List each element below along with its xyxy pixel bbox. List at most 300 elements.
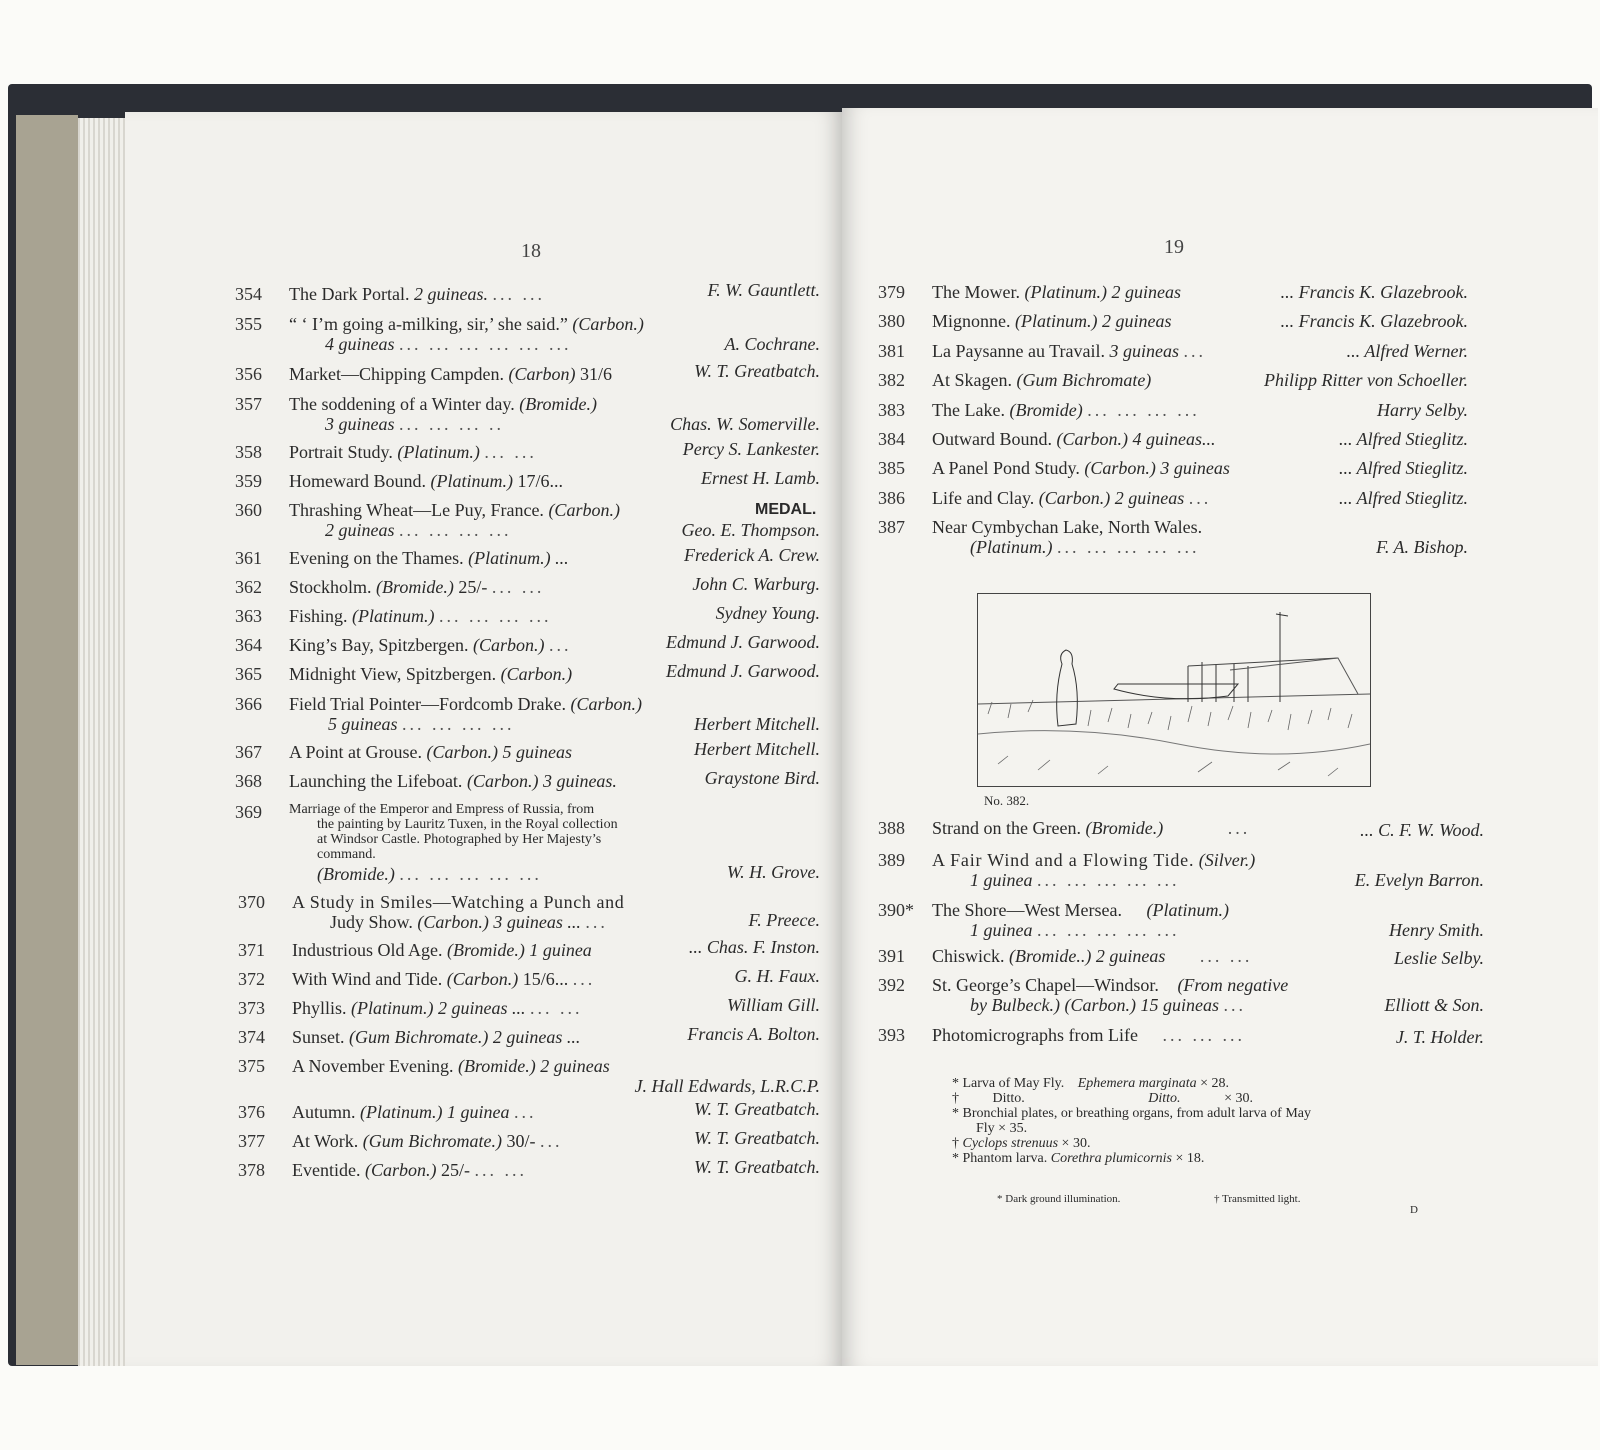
entry-text (289, 771, 617, 791)
entry-title: A Fair Wind and a Flowing Tide. (932, 850, 1195, 870)
entry-title: Homeward Bound. (289, 471, 426, 491)
page-number-right: 19 (1164, 236, 1184, 258)
entry-number: 368 (235, 771, 262, 791)
entry-price: 2 guineas (1114, 488, 1185, 508)
entry-artist: Sydney Young. (715, 603, 820, 623)
entry-text (292, 1131, 563, 1151)
entry-artist: ... Alfred Werner. (1346, 341, 1468, 361)
entry-title-block (289, 802, 618, 862)
entry-price: 2 guineas (1111, 282, 1181, 302)
entry-number: 381 (878, 341, 905, 361)
entry-price: 3 guineas (1109, 341, 1179, 361)
entry-title: A Point at Grouse. (289, 742, 422, 762)
entry-price: 15 guineas (1140, 995, 1219, 1015)
entry-text (289, 364, 612, 384)
note-text: Ditto. (992, 1091, 1025, 1106)
entry-title: A Study in Smiles—Watching a Punch and (292, 892, 625, 912)
entry-number: 372 (238, 969, 265, 989)
entry-price: 2 guineas. (413, 284, 488, 304)
entry-artist: Herbert Mitchell. (694, 714, 820, 734)
entry-price: 1 guinea (447, 1102, 510, 1122)
entry-process: (Bromide.) (447, 940, 525, 960)
entry-text (932, 370, 1151, 390)
leaders: ... (548, 635, 572, 655)
entry-text (289, 394, 597, 414)
leaders: ... (1223, 995, 1246, 1015)
entry-process: (Platinum.) (1146, 900, 1229, 920)
entry-text (932, 900, 1229, 920)
entry-text (932, 400, 1200, 420)
entry-number: 360 (235, 500, 262, 520)
entry-process-2: by Bulbeck.) (970, 995, 1060, 1015)
entry-artist: J. T. Holder. (1395, 1027, 1484, 1047)
entry-title: The Mower. (932, 282, 1020, 302)
entry-artist: Frederick A. Crew. (684, 545, 820, 565)
leaders: ... ... ... ... ... (1057, 537, 1200, 557)
entry-process: (Bromide) (1009, 400, 1083, 420)
entry-process: (Carbon.) (472, 635, 545, 655)
entry-artist: Graystone Bird. (704, 768, 820, 788)
entry-text (292, 1056, 610, 1076)
entry-text (289, 471, 563, 491)
entry-title: The soddening of a Winter day. (289, 394, 515, 414)
entry-process: (Gum Bichromate) (1016, 370, 1152, 390)
entry-artist: Herbert Mitchell. (694, 739, 820, 759)
leaders: ... (585, 912, 608, 932)
leaders: ... (1183, 341, 1206, 361)
leaders: ... ... ... ... (439, 606, 552, 626)
entry-text (289, 577, 544, 597)
entry-process: (Platinum.) (352, 606, 435, 626)
entry-text-2 (325, 334, 572, 354)
note-latin: Ephemera marginata (1077, 1076, 1197, 1091)
entry-process: (Platinum.) (1024, 282, 1107, 302)
entry-title: Fishing. (289, 606, 348, 626)
entry-artist: Geo. E. Thompson. (681, 520, 820, 540)
entry-artist: W. T. Greatbatch. (694, 361, 820, 381)
entry-artist: Edmund J. Garwood. (666, 632, 820, 652)
entry-title: Sunset. (292, 1027, 345, 1047)
entry-process: (Carbon.) (466, 771, 539, 791)
entry-price: 30/- (506, 1131, 536, 1151)
entry-title: Phyllis. (292, 998, 347, 1018)
plate-illustration (977, 593, 1371, 787)
entry-artist: ... Alfred Stieglitz. (1339, 458, 1468, 478)
entry-number: 358 (235, 442, 262, 462)
entry-process: (From negative (1177, 975, 1289, 995)
entry-text (932, 282, 1181, 302)
entry-text (932, 429, 1216, 449)
entry-text (289, 664, 572, 684)
leaders: ... ... ... ... ... (1037, 870, 1180, 890)
entry-title: Portrait Study. (289, 442, 393, 462)
entry-price: 2 guineas ... (438, 998, 526, 1018)
leaders: ... ... (530, 998, 583, 1018)
entry-text (289, 635, 571, 655)
entry-process: (Bromide.) (1085, 818, 1164, 838)
entry-process: (Carbon.) (570, 694, 642, 714)
entry-text-2 (325, 520, 512, 540)
note-text: Phantom larva. (962, 1151, 1048, 1166)
entry-title: With Wind and Tide. (292, 969, 443, 989)
entry-price: 2 guineas (325, 520, 395, 540)
entry-title: A November Evening. (292, 1056, 454, 1076)
entry-process: (Platinum.) (970, 537, 1053, 557)
entry-title: Near Cymbychan Lake, North Wales. (932, 517, 1203, 537)
entry-title: “ ‘ I’m going a-milking, sir,’ she said.” (289, 314, 568, 334)
leaders: ... ... ... (1162, 1025, 1245, 1045)
entry-number: 363 (235, 606, 262, 626)
entry-title: Stockholm. (289, 577, 372, 597)
entry-artist: G. H. Faux. (734, 966, 820, 986)
entry-text-2 (317, 864, 542, 884)
background-strip (0, 1366, 1600, 1450)
entry-process: (Bromide.) (457, 1056, 536, 1076)
entry-price: 5 guineas (328, 714, 398, 734)
entry-number: 377 (238, 1131, 265, 1151)
entry-number: 378 (238, 1160, 265, 1180)
entry-text (289, 442, 537, 462)
entry-text-2 (970, 920, 1180, 940)
entry-process: (Platinum.) (430, 471, 513, 491)
note-mult: × 30. (1061, 1136, 1091, 1151)
entry-title-line: at Windsor Castle. Photographed by Her Majesty’s (317, 832, 602, 847)
entry-artist: ... Francis K. Glazebrook. (1280, 311, 1468, 331)
entry-title: At Skagen. (932, 370, 1012, 390)
leaders: ... ... ... ... (402, 714, 515, 734)
entry-artist: Francis A. Bolton. (687, 1024, 820, 1044)
entry-text (289, 606, 552, 626)
page-stack (78, 118, 128, 1366)
entry-artist: ... Francis K. Glazebrook. (1280, 282, 1468, 302)
note-mult: × 30. (1224, 1091, 1253, 1106)
entry-title: Evening on the Thames. (289, 548, 464, 568)
entry-number: 384 (878, 429, 905, 449)
entry-title: A Panel Pond Study. (932, 458, 1080, 478)
entry-text-2 (325, 414, 504, 434)
entry-text (292, 1160, 527, 1180)
entry-artist: F. W. Gauntlett. (707, 280, 820, 300)
entry-number: 379 (878, 282, 905, 302)
entry-number: 355 (235, 314, 262, 334)
entry-process: (Bromide.) (519, 394, 598, 414)
leaders: ... ... ... .. (399, 414, 504, 434)
leaders: ... (1188, 488, 1212, 508)
photomicrograph-notes (952, 1076, 1512, 1166)
entry-process: (Carbon.) (364, 1160, 437, 1180)
entry-process: (Platinum.) ... (468, 548, 569, 568)
entry-process: (Bromide..) (1009, 946, 1092, 966)
entry-price: 2 guineas (540, 1056, 610, 1076)
note-mark: * (952, 1151, 959, 1166)
note-line (952, 1151, 1512, 1166)
leaders: ... (1227, 818, 1251, 838)
medal-award: MEDAL. (755, 501, 817, 518)
entry-artist: Elliott & Son. (1384, 995, 1484, 1015)
entry-text (932, 341, 1206, 361)
entry-process: (Carbon) (508, 364, 576, 384)
entry-text (932, 1025, 1245, 1045)
note-mark: † (952, 1136, 959, 1151)
note-line (952, 1121, 1512, 1136)
entry-process: (Platinum.) (360, 1102, 443, 1122)
entry-title: The Dark Portal. (289, 284, 410, 304)
entry-title: At Work. (292, 1131, 359, 1151)
entry-title: Chiswick. (932, 946, 1005, 966)
sketch-drawing (978, 594, 1370, 786)
entry-artist: W. H. Grove. (726, 862, 820, 882)
entry-title: Industrious Old Age. (292, 940, 443, 960)
entry-artist: Ernest H. Lamb. (700, 468, 820, 488)
entry-text (932, 488, 1211, 508)
leaders: ... ... (474, 1160, 527, 1180)
note-text: Fly × 35. (976, 1121, 1028, 1136)
entry-number: 365 (235, 664, 262, 684)
note-latin: Cyclops strenuus (962, 1136, 1059, 1151)
footnote-dark-ground: * Dark ground illumination. (997, 1193, 1121, 1205)
entry-artist: F. Preece. (748, 910, 820, 930)
entry-title: Thrashing Wheat—Le Puy, France. (289, 500, 544, 520)
entry-price: 31/6 (579, 364, 612, 384)
entry-price: 2 guineas ... (492, 1027, 581, 1047)
entry-number: 386 (878, 488, 905, 508)
entry-number: 374 (238, 1027, 265, 1047)
entry-artist: W. T. Greatbatch. (694, 1099, 820, 1119)
entry-number: 356 (235, 364, 262, 384)
entry-process: (Silver.) (1198, 850, 1256, 870)
entry-artist: ... Alfred Stieglitz. (1339, 488, 1468, 508)
entry-title-line: the painting by Lauritz Tuxen, in the Royal collection (317, 817, 618, 832)
entry-price: 4 guineas (325, 334, 395, 354)
entry-title: St. George’s Chapel—Windsor. (932, 975, 1159, 995)
entry-price: 3 guineas (325, 414, 395, 434)
entry-title: Photomicrographs from Life (932, 1025, 1138, 1045)
entry-process: (Carbon.) (426, 742, 498, 762)
entry-process: (Bromide.) (376, 577, 454, 597)
entry-text (292, 998, 583, 1018)
entry-artist: ... C. F. W. Wood. (1360, 820, 1484, 840)
entry-process: (Carbon.) (548, 500, 620, 520)
entry-title: Life and Clay. (932, 488, 1035, 508)
leaders: ... ... ... ... ... (1037, 920, 1180, 940)
entry-process: (Carbon.) (1056, 429, 1128, 449)
entry-number: 357 (235, 394, 262, 414)
leaders: ... (540, 1131, 563, 1151)
entry-title-2: Judy Show. (330, 912, 413, 932)
entry-text-2 (330, 912, 608, 932)
note-mult: × 28. (1200, 1076, 1229, 1091)
leaders: ... ... (492, 284, 545, 304)
note-latin: Corethra plumicornis (1050, 1151, 1172, 1166)
entry-title: Mignonne. (932, 311, 1011, 331)
entry-number: 369 (235, 802, 262, 822)
footnote-transmitted: † Transmitted light. (1214, 1193, 1301, 1205)
entry-process: (Platinum.) (1015, 311, 1098, 331)
page-number-left: 18 (521, 240, 541, 262)
entry-text (289, 694, 642, 714)
entry-process: (Carbon.) (500, 664, 573, 684)
entry-title: The Lake. (932, 400, 1005, 420)
entry-text (289, 548, 569, 568)
entry-price: 1 guinea (970, 920, 1033, 940)
entry-price: 25/- (458, 577, 488, 597)
leaders: ... ... (491, 577, 545, 597)
entry-number: 385 (878, 458, 905, 478)
entry-text (292, 940, 592, 960)
entry-artist: Henry Smith. (1389, 920, 1484, 940)
entry-artist: Harry Selby. (1377, 400, 1468, 420)
note-line (952, 1091, 1512, 1106)
note-mark: * (952, 1106, 959, 1121)
entry-text (289, 314, 644, 334)
entry-title: Autumn. (292, 1102, 356, 1122)
entry-price: 2 guineas (1102, 311, 1172, 331)
entry-price: 1 guinea (970, 870, 1033, 890)
entry-artist: W. T. Greatbatch. (694, 1157, 820, 1177)
note-line (952, 1136, 1512, 1151)
entry-text (292, 892, 624, 912)
leaders: ... ... (484, 442, 537, 462)
entry-title: Eventide. (292, 1160, 361, 1180)
leaders: ... ... (1199, 946, 1253, 966)
plate-caption: No. 382. (984, 793, 1030, 808)
note-text: Larva of May Fly. (962, 1076, 1065, 1091)
entry-process: (Carbon.) (1038, 488, 1111, 508)
entry-text (292, 969, 595, 989)
entry-text (292, 1102, 537, 1122)
entry-number: 361 (235, 548, 262, 568)
entry-title-line: command. (317, 847, 376, 862)
entry-text (932, 946, 1252, 966)
entry-process: (Bromide.) (317, 864, 395, 884)
entry-title: Market—Chipping Campden. (289, 364, 504, 384)
entry-title: King’s Bay, Spitzbergen. (289, 635, 469, 655)
entry-number: 380 (878, 311, 905, 331)
entry-artist: William Gill. (726, 995, 820, 1015)
entry-artist: A. Cochrane. (724, 334, 820, 354)
entry-artist: Edmund J. Garwood. (666, 661, 820, 681)
leaders: ... (514, 1102, 537, 1122)
entry-number: 367 (235, 742, 262, 762)
leaders: ... (572, 969, 596, 989)
entry-title: Launching the Lifeboat. (289, 771, 463, 791)
entry-text (292, 1027, 580, 1047)
entry-number: 392 (878, 975, 905, 995)
entry-artist: John C. Warburg. (692, 574, 820, 594)
leaders: ... ... ... ... ... (399, 864, 542, 884)
entry-process: (Platinum.) (397, 442, 480, 462)
entry-title: Outward Bound. (932, 429, 1052, 449)
entry-number: 376 (238, 1102, 265, 1122)
entry-number: 382 (878, 370, 905, 390)
entry-text (932, 517, 1202, 537)
note-text: Bronchial plates, or breathing organs, from adult larva of May (962, 1106, 1311, 1121)
leaders: ... ... ... ... (399, 520, 512, 540)
entry-text (932, 458, 1230, 478)
entry-price: 2 guineas (1095, 946, 1166, 966)
entry-number: 391 (878, 946, 905, 966)
entry-title-line: Marriage of the Emperor and Empress of Russia, from (289, 802, 595, 817)
entry-price: 15/6... (522, 969, 569, 989)
entry-number: 393 (878, 1025, 905, 1045)
entry-number: 390* (878, 900, 914, 920)
entry-price: 3 guineas. (542, 771, 617, 791)
entry-number: 388 (878, 818, 905, 838)
entry-artist: Philipp Ritter von Schoeller. (1264, 370, 1468, 390)
entry-process: (Carbon.) (446, 969, 519, 989)
entry-number: 364 (235, 635, 262, 655)
entry-process: (Gum Bichromate.) (349, 1027, 489, 1047)
entry-text (289, 500, 620, 520)
entry-number: 354 (235, 284, 262, 304)
entry-text (289, 284, 545, 304)
entry-number: 375 (238, 1056, 265, 1076)
entry-text (932, 311, 1172, 331)
entry-artist: Percy S. Lankester. (682, 439, 820, 459)
entry-process: (Platinum.) (351, 998, 434, 1018)
entry-title: La Paysanne au Travail. (932, 341, 1105, 361)
entry-artist: ... Chas. F. Inston. (688, 937, 820, 957)
note-mark: † (952, 1091, 959, 1106)
entry-number: 366 (235, 694, 262, 714)
entry-number: 370 (238, 892, 265, 912)
entry-process: (Gum Bichromate.) (362, 1131, 503, 1151)
entry-price: 1 guinea (529, 940, 592, 960)
entry-text (289, 742, 572, 762)
entry-title: Strand on the Green. (932, 818, 1081, 838)
entry-artist: Chas. W. Somerville. (670, 414, 820, 434)
note-mult: × 18. (1175, 1151, 1205, 1166)
entry-number: 373 (238, 998, 265, 1018)
entry-price: 25/- (440, 1160, 470, 1180)
entry-text (932, 818, 1250, 838)
left-page (125, 112, 842, 1366)
entry-price: 17/6... (517, 471, 563, 491)
entry-price: 5 guineas (502, 742, 572, 762)
entry-artist: Leslie Selby. (1394, 948, 1484, 968)
entry-artist: E. Evelyn Barron. (1354, 870, 1484, 890)
note-line (952, 1076, 1512, 1091)
leaders: ... ... ... ... (1087, 400, 1200, 420)
entry-title: Field Trial Pointer—Fordcomb Drake. (289, 694, 566, 714)
note-line (952, 1106, 1512, 1121)
entry-title: The Shore—West Mersea. (932, 900, 1122, 920)
entry-text (932, 850, 1255, 870)
entry-artist: F. A. Bishop. (1376, 537, 1468, 557)
entry-process-3: (Carbon.) (1064, 995, 1136, 1015)
right-page (842, 108, 1598, 1366)
signature-mark: D (1410, 1204, 1418, 1216)
entry-text (932, 975, 1288, 995)
entry-number: 389 (878, 850, 905, 870)
entry-number: 362 (235, 577, 262, 597)
entry-price: 3 guineas (1160, 458, 1230, 478)
entry-process: (Carbon.) (572, 314, 644, 334)
entry-number: 387 (878, 517, 905, 537)
entry-number: 359 (235, 471, 262, 491)
entry-process: (Carbon.) (1084, 458, 1156, 478)
entry-artist: ... Alfred Stieglitz. (1339, 429, 1468, 449)
entry-price: 4 guineas... (1132, 429, 1216, 449)
board-edge (16, 115, 78, 1365)
note-mark: * (952, 1076, 959, 1091)
entry-artist: W. T. Greatbatch. (694, 1128, 820, 1148)
entry-number: 383 (878, 400, 905, 420)
entry-price: 3 guineas ... (493, 912, 581, 932)
entry-title: Midnight View, Spitzbergen. (289, 664, 497, 684)
entry-text-2 (970, 870, 1180, 890)
entry-number: 371 (238, 940, 265, 960)
